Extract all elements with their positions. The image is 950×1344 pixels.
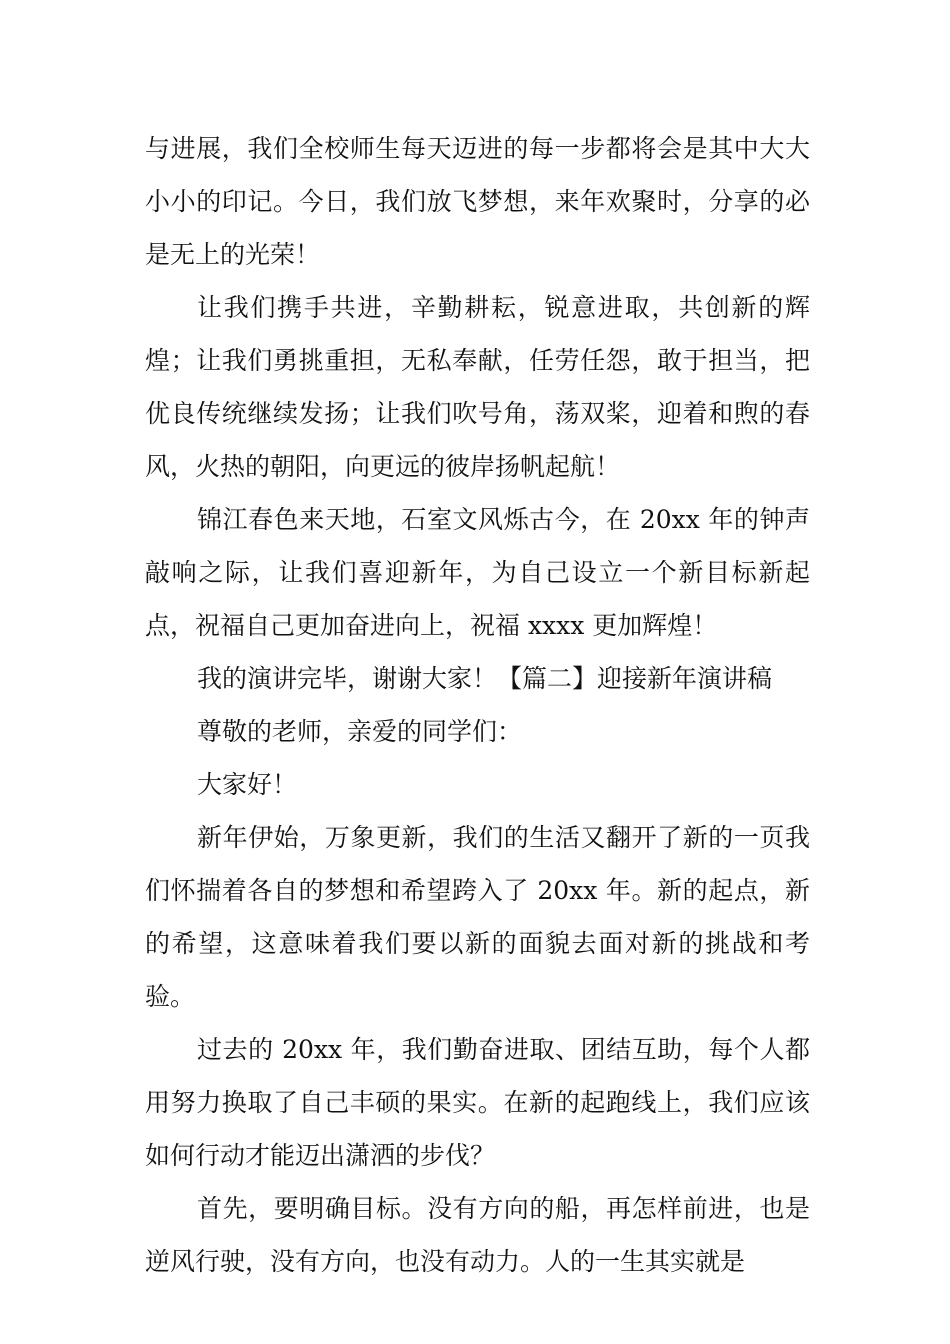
paragraph-greeting: 大家好！ [197, 770, 298, 799]
paragraph-past-year: 过去的 20xx 年，我们勤奋进取、团结互助，每个人都用努力换取了自己丰硕的果实。在新的起跑线上，我们应该如何行动才能迈出潇洒的步伐？ [145, 1035, 810, 1170]
document-body [145, 122, 810, 1288]
paragraph-goals: 首先，要明确目标。没有方向的船，再怎样前进，也是逆风行驶，没有方向，也没有动力。人的一生其实就是 [145, 1194, 810, 1276]
paragraph-salutation: 尊敬的老师，亲爱的同学们： [197, 717, 523, 746]
paragraph-new-year: 新年伊始，万象更新，我们的生活又翻开了新的一页我们怀揣着各自的梦想和希望跨入了 20xx 年。新的起点，新的希望，这意味着我们要以新的面貌去面对新的挑战和考验。 [145, 823, 810, 1011]
paragraph-closing-and-section-title: 我的演讲完毕，谢谢大家！【篇二】迎接新年演讲稿 [197, 664, 773, 693]
paragraph-call-to-action: 让我们携手共进，辛勤耕耘，锐意进取，共创新的辉煌；让我们勇挑重担，无私奉献，任劳任怨，敢于担当，把优良传统继续发扬；让我们吹号角，荡双桨，迎着和煦的春风，火热的朝阳，向更远的彼岸扬帆起航！ [145, 293, 810, 481]
paragraph-blessing: 锦江春色来天地，石室文风烁古今，在 20xx 年的钟声敲响之际，让我们喜迎新年，为自己设立一个新目标新起点，祝福自己更加奋进向上，祝福 xxxx 更加辉煌！ [145, 505, 810, 640]
paragraph-continuation: 与进展，我们全校师生每天迈进的每一步都将会是其中大大小小的印记。今日，我们放飞梦想，来年欢聚时，分享的必是无上的光荣！ [145, 134, 810, 269]
